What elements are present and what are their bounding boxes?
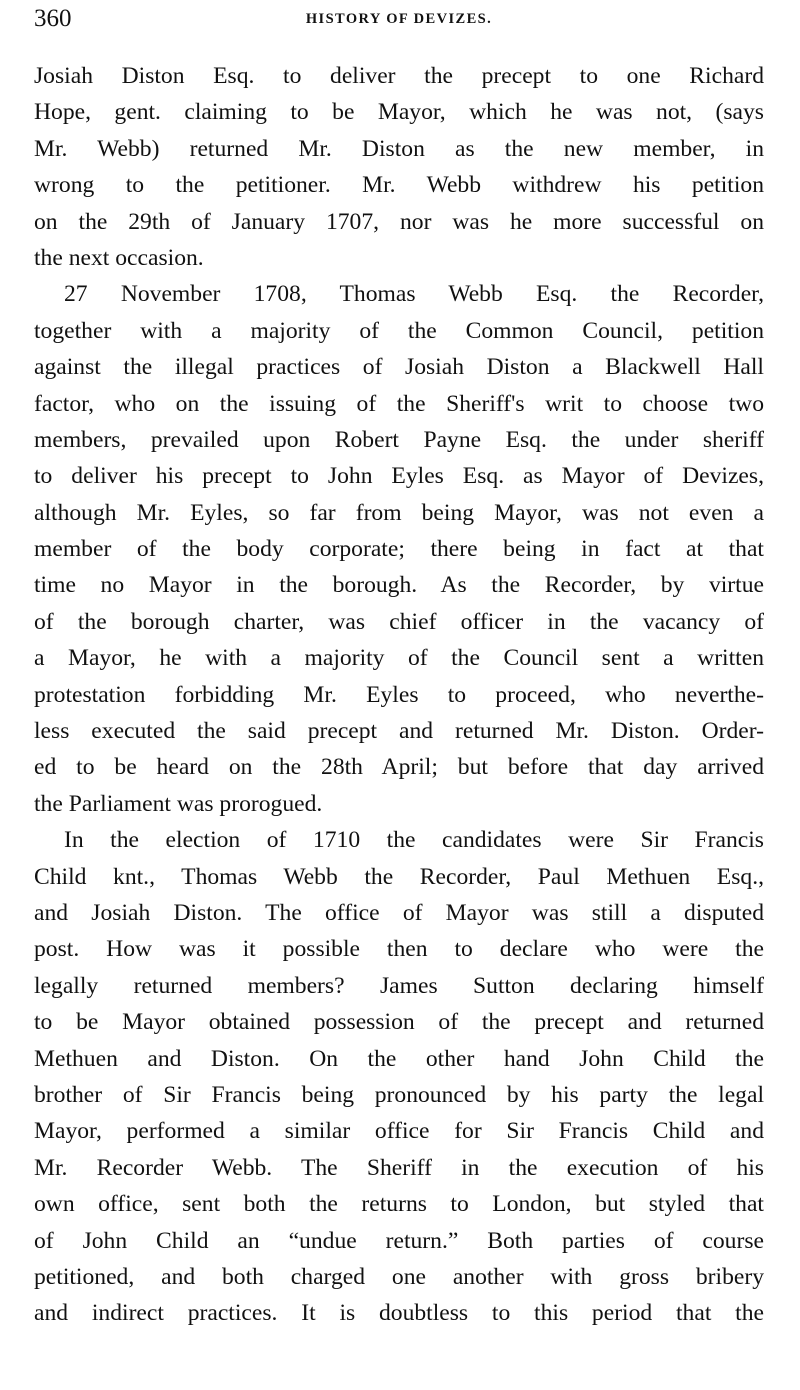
text-line: own office, sent both the returns to London, but styled that [34, 1191, 764, 1218]
text-line: Child knt., Thomas Webb the Recorder, Paul Methuen Esq., [34, 863, 764, 890]
text-line: wrong to the petitioner. Mr. Webb withdrew his petition [34, 172, 764, 199]
text-line: legally returned members? James Sutton declaring himself [34, 972, 764, 999]
text-line: and indirect practices. It is doubtless to this period that the [34, 1300, 764, 1327]
text-line: against the illegal practices of Josiah Diston a Blackwell Hall [34, 354, 764, 381]
text-line: brother of Sir Francis being pronounced by his party the legal [34, 1081, 764, 1108]
text-line: Mr. Recorder Webb. The Sheriff in the execution of his [34, 1154, 764, 1181]
text-line: the Parliament was prorogued. [34, 790, 323, 817]
text-line: a Mayor, he with a majority of the Council sent a written [34, 645, 764, 672]
text-line: of the borough charter, was chief officer in the vacancy of [34, 608, 764, 635]
running-title: HISTORY OF DEVIZES. [305, 11, 493, 27]
body-text [34, 58, 764, 1332]
text-line: members, prevailed upon Robert Payne Esq. the under sheriff [34, 426, 764, 453]
text-line: to deliver his precept to John Eyles Esq. as Mayor of Devizes, [34, 463, 764, 490]
text-line: protestation forbidding Mr. Eyles to proceed, who neverthe- [34, 681, 764, 708]
text-line: petitioned, and both charged one another with gross bribery [34, 1263, 764, 1290]
text-line: factor, who on the issuing of the Sheriff's writ to choose two [34, 390, 764, 417]
text-line: on the 29th of January 1707, nor was he more successful on [34, 208, 764, 235]
text-line: member of the body corporate; there being in fact at that [34, 536, 764, 563]
text-line: and Josiah Diston. The office of Mayor was still a disputed [34, 899, 764, 926]
running-head [34, 2, 764, 36]
text-line: time no Mayor in the borough. As the Recorder, by virtue [34, 572, 764, 599]
text-line: Mayor, performed a similar office for Sir Francis Child and [34, 1118, 764, 1145]
text-line: Josiah Diston Esq. to deliver the precept to one Richard [34, 63, 764, 89]
page-number: 360 [34, 5, 72, 32]
text-line: Methuen and Diston. On the other hand John Child the [34, 1045, 764, 1072]
text-line: Mr. Webb) returned Mr. Diston as the new member, in [34, 135, 764, 162]
text-line: post. How was it possible then to declare who were the [34, 936, 764, 963]
text-line: Hope, gent. claiming to be Mayor, which he was not, (says [34, 99, 764, 126]
text-line: of John Child an “undue return.” Both parties of course [34, 1227, 764, 1254]
text-line: together with a majority of the Common Council, petition [34, 317, 764, 344]
text-line: to be Mayor obtained possession of the precept and returned [34, 1009, 764, 1036]
text-line: the next occasion. [34, 244, 204, 271]
paragraph-start: In the election of 1710 the candidates were Sir Francis [64, 827, 764, 854]
text-line: ed to be heard on the 28th April; but before that day arrived [34, 754, 764, 781]
paragraph-start: 27 November 1708, Thomas Webb Esq. the Recorder, [64, 281, 764, 308]
text-line: although Mr. Eyles, so far from being Mayor, was not even a [34, 499, 764, 526]
text-line: less executed the said precept and returned Mr. Diston. Order- [34, 718, 764, 745]
